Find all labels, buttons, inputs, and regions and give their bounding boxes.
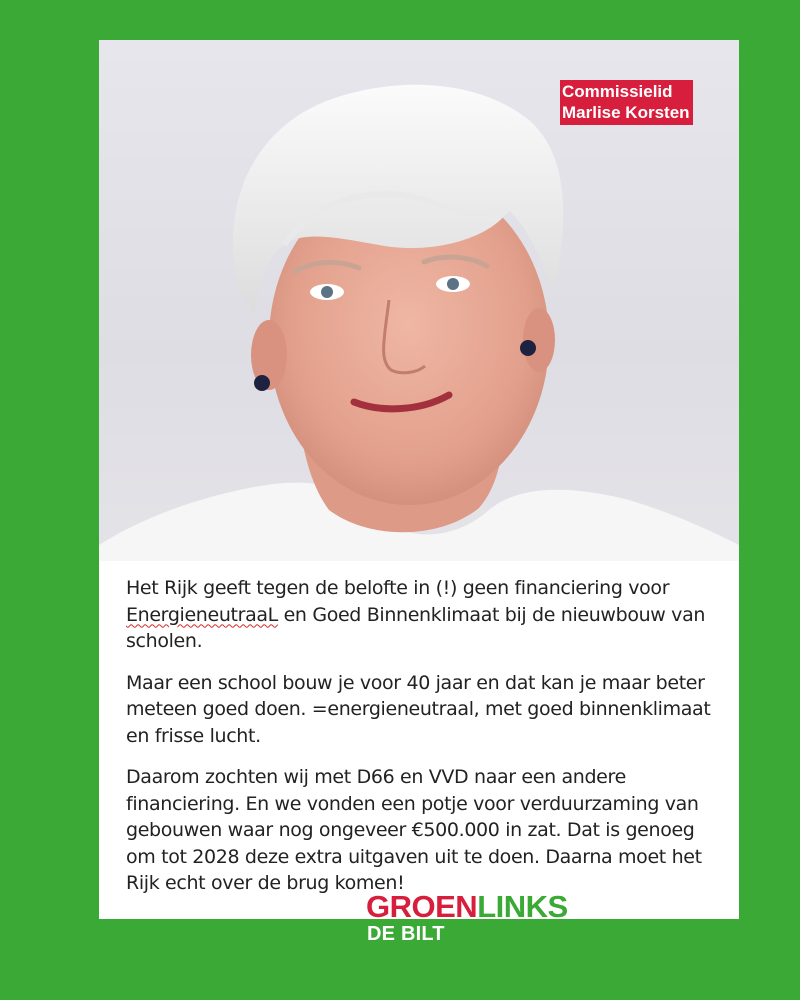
name-tag (560, 80, 693, 125)
portrait-photo (99, 40, 739, 561)
paragraph-3: Daarom zochten wij met D66 en VVD naar een andere financiering. En we vonden een potje voor verduurzaming van gebouwen waar nog ongeveer €500.000 in zat. Dat is genoeg om tot 2028 deze extra uitgaven uit te doen. Daarna moet het Rijk echt over de brug komen! (126, 766, 702, 894)
logo-links: LINKS (477, 889, 568, 924)
logo-wordmark (366, 890, 568, 924)
post-text (126, 575, 726, 912)
paragraph-1-after: en Goed Binnenklimaat bij de nieuwbouw van scholen. (126, 603, 706, 652)
groenlinks-logo (366, 890, 568, 945)
paragraph-2: Maar een school bouw je voor 40 jaar en dat kan je maar beter meteen goed doen. =energieneutraal, met goed binnenklimaat en frisse lucht. (126, 671, 711, 747)
post-card (99, 40, 739, 919)
paragraph-1 (126, 575, 726, 655)
name-tag-name: Marlise Korsten (562, 103, 690, 122)
paragraph-1-before: Het Rijk geeft tegen de belofte in (!) geen financiering voor (126, 577, 670, 599)
name-tag-role: Commissielid (562, 82, 673, 101)
logo-subtitle: DE BILT (367, 923, 445, 945)
spellcheck-flagged-word: EnergieneutraaL (126, 603, 278, 626)
logo-groen: GROEN (366, 889, 478, 924)
